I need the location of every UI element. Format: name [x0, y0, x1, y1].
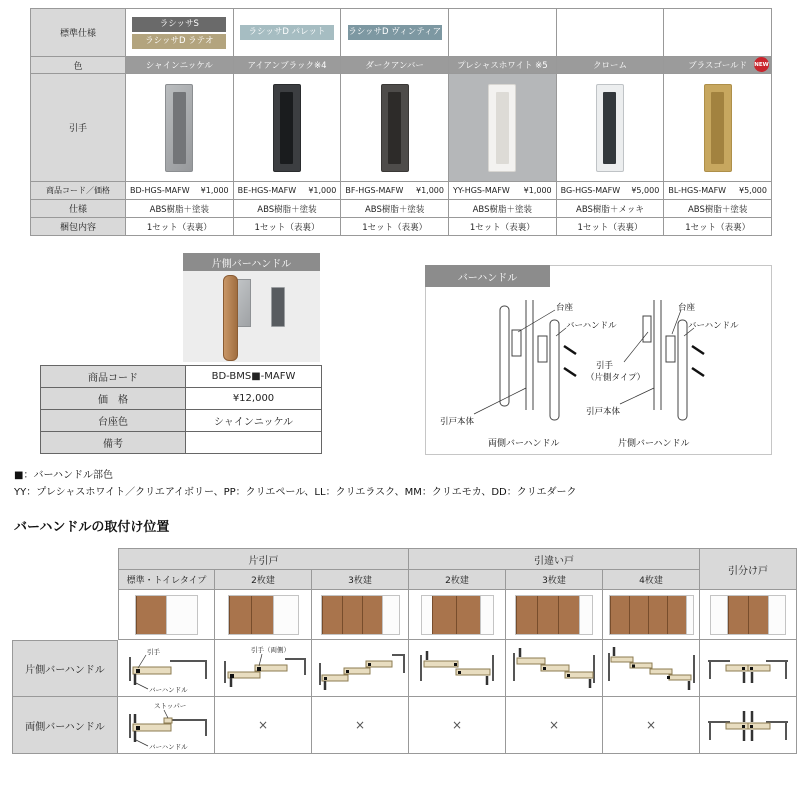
package-cell: 1セット（表裏） — [664, 218, 772, 236]
price: ¥5,000 — [631, 186, 660, 195]
label-bar: バーハンドル — [149, 686, 188, 694]
door-image — [421, 595, 494, 635]
handle-plate — [273, 84, 301, 172]
pull-handle-image-shine-nickel — [126, 74, 234, 182]
group-header-hikichigai: 引違い戸 — [409, 548, 700, 570]
door-image — [321, 595, 400, 635]
not-available-mark: × — [603, 697, 700, 754]
price: ¥1,000 — [415, 186, 444, 195]
spec-value-price: ¥12,000 — [186, 388, 322, 410]
label-bar-left: バーハンドル — [566, 321, 617, 331]
door-opening — [711, 596, 728, 634]
door-thumb-3panel — [312, 590, 409, 640]
package-cell: 1セット（表裏） — [341, 218, 449, 236]
product-code: BG-HGS-MAFW — [560, 186, 621, 195]
code-price-row-label: 商品コード／価格 — [31, 182, 126, 200]
spec-table — [30, 8, 772, 236]
group-header-kata: 片引戸 — [118, 548, 409, 570]
series-badge-lasissa-s: ラシッサS — [132, 17, 226, 32]
code-price-cell — [234, 182, 342, 200]
handle-plate — [488, 84, 516, 172]
not-available-mark: × — [215, 697, 312, 754]
door-image — [228, 595, 299, 635]
price: ¥1,000 — [308, 186, 337, 195]
mount-diagram-chigai-3 — [506, 640, 603, 697]
wood-bar-image — [223, 275, 238, 361]
series-cell — [341, 9, 449, 57]
handle-plate — [704, 84, 732, 172]
label-hikite-both: 引手（両側） — [251, 646, 290, 654]
spec-row-label: 標準仕様 — [31, 9, 126, 57]
section-diagram — [506, 641, 602, 695]
door-panel — [516, 596, 579, 634]
door-panel — [136, 596, 166, 634]
handle-recess — [711, 92, 724, 164]
product-code: YY-HGS-MAFW — [452, 186, 510, 195]
product-code: BE-HGS-MAFW — [237, 186, 297, 195]
color-name — [664, 57, 772, 74]
price: ¥1,000 — [200, 186, 229, 195]
material-cell: ABS樹脂＋塗装 — [234, 200, 342, 218]
bar-handle-diagram — [426, 288, 771, 454]
bar-handle-diagram-box — [425, 265, 772, 455]
door-thumb-hikichigai-2 — [409, 590, 506, 640]
section-diagram — [700, 641, 796, 695]
one-side-bar-handle-header: 片側バーハンドル — [183, 253, 320, 271]
one-side-spec-table — [40, 365, 322, 454]
section-diagram — [409, 641, 505, 695]
door-image — [609, 595, 694, 635]
door-image — [135, 595, 198, 635]
pull-handle-image-dark-amber — [341, 74, 449, 182]
pull-handle-image-precious-white — [449, 74, 557, 182]
package-row-label: 梱包内容 — [31, 218, 126, 236]
color-name-text: ブラスゴールド — [688, 61, 748, 71]
spec-value-code: BD-BMS■-MAFW — [186, 366, 322, 388]
recessed-pull-image — [271, 287, 285, 327]
subcol-header: 4枚建 — [603, 570, 700, 590]
subcol-header: 3枚建 — [312, 570, 409, 590]
pull-handle-image-chrome — [557, 74, 665, 182]
new-badge: NEW — [754, 57, 769, 72]
handle-recess — [280, 92, 293, 164]
color-name: クローム — [557, 57, 665, 74]
label-hikite: 引手 — [596, 361, 614, 371]
series-cell — [234, 9, 342, 57]
section-diagram — [603, 641, 699, 695]
door-opening — [768, 596, 785, 634]
code-price-cell — [557, 182, 665, 200]
bar-handle-header: バーハンドル — [425, 265, 550, 287]
door-panel — [610, 596, 686, 634]
mount-diagram-chigai-4 — [603, 640, 700, 697]
material-cell: ABS樹脂＋塗装 — [126, 200, 234, 218]
section-diagram — [118, 698, 214, 752]
door-thumb-2panel — [215, 590, 312, 640]
spec-label: 価 格 — [41, 388, 186, 410]
material-cell: ABS樹脂＋メッキ — [557, 200, 665, 218]
spec-label: 備考 — [41, 432, 186, 454]
code-price-cell — [126, 182, 234, 200]
handle-plate — [381, 84, 409, 172]
row-label-one-side: 片側バーハンドル — [12, 640, 118, 697]
label-stopper: ストッパー — [154, 702, 187, 710]
row-label-both-side: 両側バーハンドル — [12, 697, 118, 754]
note-color-codes: YY：プレシャスホワイト／クリエアイボリー、PP：クリエペール、LL：クリエラスク、MM：クリエモカ、DD：クリエダーク — [14, 487, 577, 498]
mount-diagram-kata-2 — [215, 640, 312, 697]
color-name: ダークアンバー — [341, 57, 449, 74]
mount-diagram-chigai-2 — [409, 640, 506, 697]
code-price-cell — [664, 182, 772, 200]
material-cell: ABS樹脂＋塗装 — [449, 200, 557, 218]
label-daiza-left: 台座 — [556, 303, 574, 313]
price: ¥5,000 — [738, 186, 767, 195]
door-opening — [480, 596, 493, 634]
pull-handle-image-iron-black — [234, 74, 342, 182]
material-cell: ABS樹脂＋塗装 — [341, 200, 449, 218]
door-thumb-standard — [118, 590, 215, 640]
label-door-body-right: 引戸本体 — [586, 407, 621, 417]
door-opening — [579, 596, 592, 634]
product-code: BD-HGS-MAFW — [130, 186, 190, 195]
label-bar-right: バーハンドル — [688, 321, 739, 331]
section-diagram — [700, 698, 796, 752]
door-panel — [229, 596, 273, 634]
package-cell: 1セット（表裏） — [234, 218, 342, 236]
handle-row-label: 引手 — [31, 74, 126, 182]
door-thumb-hikiwake — [700, 590, 797, 640]
one-side-bar-handle-photo — [183, 271, 320, 362]
product-code: BL-HGS-MAFW — [668, 186, 727, 195]
series-cell — [126, 9, 234, 57]
mount-diagram-wake-both-side — [700, 697, 797, 754]
spec-value-remarks — [186, 432, 322, 454]
label-hikite: 引手 — [147, 648, 160, 656]
series-cell-empty — [557, 9, 665, 57]
code-price-cell — [449, 182, 557, 200]
handle-recess — [496, 92, 509, 164]
material-row-label: 仕様 — [31, 200, 126, 218]
note-bar-handle-color: ■：バーハンドル部色 — [14, 470, 113, 481]
door-panel — [322, 596, 382, 634]
series-cell-empty — [664, 9, 772, 57]
not-available-mark: × — [506, 697, 603, 754]
mount-diagram-std-both-side — [118, 697, 215, 754]
mount-diagram-wake-one-side — [700, 640, 797, 697]
color-name: アイアンブラック※4 — [234, 57, 342, 74]
subcol-header: 3枚建 — [506, 570, 603, 590]
pull-handle-image-brass-gold — [664, 74, 772, 182]
spec-label: 台座色 — [41, 410, 186, 432]
not-available-mark: × — [409, 697, 506, 754]
door-opening — [382, 596, 399, 634]
series-badge-lasissa-d-palette: ラシッサD パレット — [240, 25, 334, 40]
section-diagram — [118, 641, 214, 695]
subcol-header: 2枚建 — [215, 570, 312, 590]
package-cell: 1セット（表裏） — [557, 218, 665, 236]
door-opening — [686, 596, 693, 634]
mount-diagram-std-one-side — [118, 640, 215, 697]
door-opening — [422, 596, 432, 634]
caption-one-side: 片側バーハンドル — [618, 439, 690, 449]
price: ¥1,000 — [523, 186, 552, 195]
door-thumb-hikichigai-4 — [603, 590, 700, 640]
series-badge-lasissa-d-vintia: ラシッサD ヴィンティア — [348, 25, 442, 40]
door-opening — [166, 596, 197, 634]
handle-recess — [603, 92, 616, 164]
door-opening — [273, 596, 298, 634]
empty-corner — [12, 548, 118, 640]
code-price-cell — [341, 182, 449, 200]
door-image — [710, 595, 786, 635]
section-diagram — [215, 641, 311, 695]
handle-recess — [173, 92, 186, 164]
door-panel — [728, 596, 768, 634]
not-available-mark: × — [312, 697, 409, 754]
caption-both-side: 両側バーハンドル — [488, 439, 560, 449]
subcol-header: 標準・トイレタイプ — [118, 570, 215, 590]
handle-plate — [596, 84, 624, 172]
spec-value-base-color: シャインニッケル — [186, 410, 322, 432]
label-hikite-type: （片側タイプ） — [586, 373, 646, 383]
material-cell: ABS樹脂＋塗装 — [664, 200, 772, 218]
section-diagram — [312, 641, 408, 695]
package-cell: 1セット（表裏） — [449, 218, 557, 236]
subcol-header: 2枚建 — [409, 570, 506, 590]
handle-plate — [165, 84, 193, 172]
color-name: シャインニッケル — [126, 57, 234, 74]
door-thumb-hikichigai-3 — [506, 590, 603, 640]
door-panel — [432, 596, 480, 634]
label-daiza-right: 台座 — [678, 303, 696, 313]
group-header-hikiwake: 引分け戸 — [700, 548, 797, 590]
series-badge-lasissa-d-lateo: ラシッサD ラテオ — [132, 34, 226, 49]
color-name: プレシャスホワイト ※5 — [449, 57, 557, 74]
mounting-title: バーハンドルの取付け位置 — [14, 520, 170, 535]
door-image — [515, 595, 593, 635]
label-door-body-left: 引戸本体 — [440, 417, 475, 427]
handle-recess — [388, 92, 401, 164]
product-code: BF-HGS-MAFW — [345, 186, 404, 195]
mount-diagram-kata-3 — [312, 640, 409, 697]
label-bar: バーハンドル — [149, 743, 188, 751]
series-cell-empty — [449, 9, 557, 57]
package-cell: 1セット（表裏） — [126, 218, 234, 236]
spec-label: 商品コード — [41, 366, 186, 388]
mounting-table — [12, 548, 793, 754]
color-row-label: 色 — [31, 57, 126, 74]
